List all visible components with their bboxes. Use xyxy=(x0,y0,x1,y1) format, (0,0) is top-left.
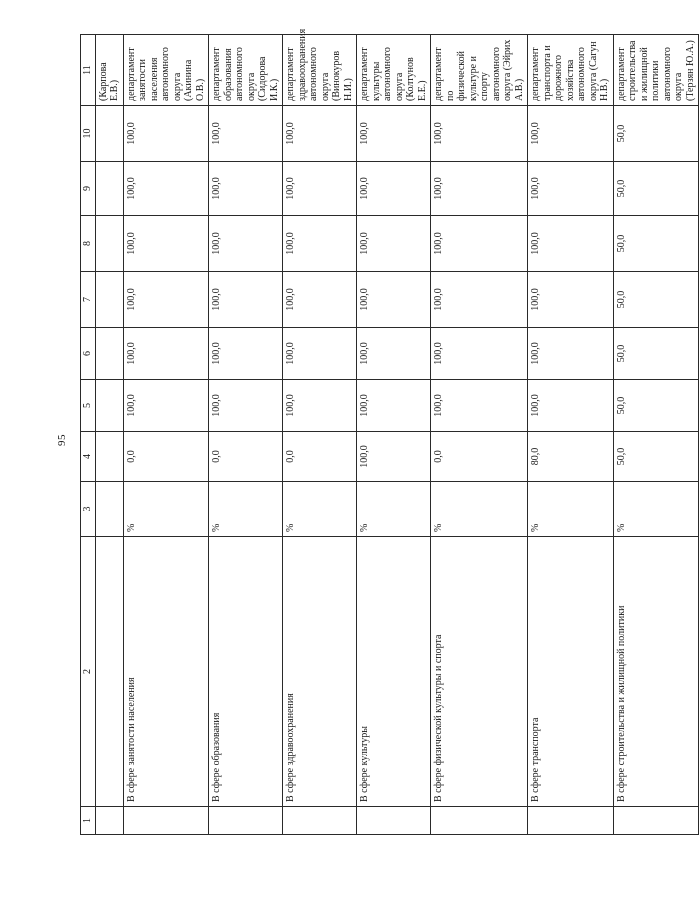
value-cell: 100,0 xyxy=(357,162,431,216)
value-cell: 100,0 xyxy=(431,106,528,162)
value-cell: 100,0 xyxy=(528,272,614,328)
continuation-text: (Карпова Е.В.) xyxy=(95,35,123,106)
page-number: 95 xyxy=(56,434,68,446)
empty-cell xyxy=(95,537,123,807)
value-cell: 100,0 xyxy=(431,328,528,380)
sphere-cell: В сфере культуры xyxy=(357,537,431,807)
empty-cell xyxy=(95,328,123,380)
row-number-cell xyxy=(209,807,283,835)
unit-cell: % xyxy=(209,482,283,537)
value-cell: 100,0 xyxy=(283,272,357,328)
sphere-cell: В сфере здравоохранения xyxy=(283,537,357,807)
row-number-cell xyxy=(431,807,528,835)
column-number: 7 xyxy=(81,272,96,328)
column-number: 9 xyxy=(81,162,96,216)
value-cell: 100,0 xyxy=(431,380,528,432)
table-row xyxy=(528,35,614,835)
value-cell: 50,0 xyxy=(613,380,699,432)
value-cell: 100,0 xyxy=(528,216,614,272)
responsible-cell: департамент занятости населения автономного округа (Акинина О.В.) xyxy=(123,35,209,106)
value-cell: 100,0 xyxy=(528,162,614,216)
value-cell: 80,0 xyxy=(528,432,614,482)
value-cell: 100,0 xyxy=(283,106,357,162)
value-cell: 0,0 xyxy=(123,432,209,482)
unit-cell: % xyxy=(528,482,614,537)
value-cell: 0,0 xyxy=(283,432,357,482)
value-cell: 100,0 xyxy=(357,432,431,482)
value-cell: 100,0 xyxy=(209,328,283,380)
value-cell: 100,0 xyxy=(528,106,614,162)
value-cell: 0,0 xyxy=(431,432,528,482)
sphere-cell: В сфере образования xyxy=(209,537,283,807)
empty-cell xyxy=(95,432,123,482)
value-cell: 100,0 xyxy=(431,216,528,272)
value-cell: 100,0 xyxy=(123,272,209,328)
value-cell: 50,0 xyxy=(613,106,699,162)
column-number: 11 xyxy=(81,35,96,106)
column-number: 8 xyxy=(81,216,96,272)
value-cell: 100,0 xyxy=(357,216,431,272)
empty-cell xyxy=(95,216,123,272)
sphere-cell: В сфере физической культуры и спорта xyxy=(431,537,528,807)
value-cell: 100,0 xyxy=(431,162,528,216)
row-number-cell xyxy=(613,807,699,835)
empty-cell xyxy=(95,482,123,537)
sphere-cell: В сфере строительства и жилищной политики xyxy=(613,537,699,807)
column-number: 2 xyxy=(81,537,96,807)
table-row xyxy=(209,35,283,835)
continuation-row xyxy=(95,35,123,835)
column-number: 10 xyxy=(81,106,96,162)
value-cell: 50,0 xyxy=(613,272,699,328)
row-number-cell xyxy=(357,807,431,835)
value-cell: 100,0 xyxy=(123,162,209,216)
value-cell: 50,0 xyxy=(613,432,699,482)
column-number: 5 xyxy=(81,380,96,432)
value-cell: 100,0 xyxy=(528,328,614,380)
value-cell: 100,0 xyxy=(431,272,528,328)
value-cell: 100,0 xyxy=(283,380,357,432)
sphere-cell: В сфере транспорта xyxy=(528,537,614,807)
unit-cell: % xyxy=(283,482,357,537)
value-cell: 100,0 xyxy=(283,328,357,380)
value-cell: 50,0 xyxy=(613,216,699,272)
value-cell: 100,0 xyxy=(528,380,614,432)
empty-cell xyxy=(95,106,123,162)
value-cell: 100,0 xyxy=(209,106,283,162)
value-cell: 100,0 xyxy=(283,162,357,216)
unit-cell: % xyxy=(123,482,209,537)
unit-cell: % xyxy=(431,482,528,537)
unit-cell: % xyxy=(357,482,431,537)
row-number-cell xyxy=(528,807,614,835)
responsible-cell: департамент образования автономного округа (Сидорова И.К.) xyxy=(209,35,283,106)
responsible-cell: департамент строительства и жилищной политики автономного округа (Терзян Ю.А.) xyxy=(613,35,699,106)
table-row xyxy=(283,35,357,835)
responsible-cell: департамент транспорта и дорожного хозяйства автономного округа (Сагун Н.В.) xyxy=(528,35,614,106)
value-cell: 100,0 xyxy=(357,328,431,380)
column-number: 6 xyxy=(81,328,96,380)
value-cell: 100,0 xyxy=(123,216,209,272)
value-cell: 100,0 xyxy=(209,272,283,328)
table-row xyxy=(123,35,209,835)
empty-cell xyxy=(95,807,123,835)
value-cell: 100,0 xyxy=(123,328,209,380)
value-cell: 100,0 xyxy=(209,380,283,432)
value-cell: 100,0 xyxy=(123,106,209,162)
responsible-cell: департамент по физической культуре и спорту автономного округа (Эйрих А.В.) xyxy=(431,35,528,106)
unit-cell: % xyxy=(613,482,699,537)
value-cell: 100,0 xyxy=(283,216,357,272)
value-cell: 100,0 xyxy=(357,272,431,328)
table-row xyxy=(431,35,528,835)
value-cell: 50,0 xyxy=(613,328,699,380)
value-cell: 100,0 xyxy=(357,380,431,432)
column-number: 4 xyxy=(81,432,96,482)
value-cell: 100,0 xyxy=(209,216,283,272)
value-cell: 100,0 xyxy=(357,106,431,162)
column-number: 1 xyxy=(81,807,96,835)
table-row xyxy=(357,35,431,835)
table-row xyxy=(613,35,699,835)
empty-cell xyxy=(95,272,123,328)
value-cell: 50,0 xyxy=(613,162,699,216)
empty-cell xyxy=(95,162,123,216)
rotated-table-container xyxy=(80,28,696,835)
responsible-cell: департамент культуры автономного округа (Колтунов Е.Е.) xyxy=(357,35,431,106)
sphere-cell: В сфере занятости населения xyxy=(123,537,209,807)
column-number-row xyxy=(81,35,96,835)
value-cell: 100,0 xyxy=(123,380,209,432)
value-cell: 0,0 xyxy=(209,432,283,482)
empty-cell xyxy=(95,380,123,432)
row-number-cell xyxy=(283,807,357,835)
column-number: 3 xyxy=(81,482,96,537)
indicators-table xyxy=(80,28,699,835)
row-number-cell xyxy=(123,807,209,835)
value-cell: 100,0 xyxy=(209,162,283,216)
responsible-cell: департамент здравоохранения автономного округа (Винокуров Н.И.) xyxy=(283,35,357,106)
